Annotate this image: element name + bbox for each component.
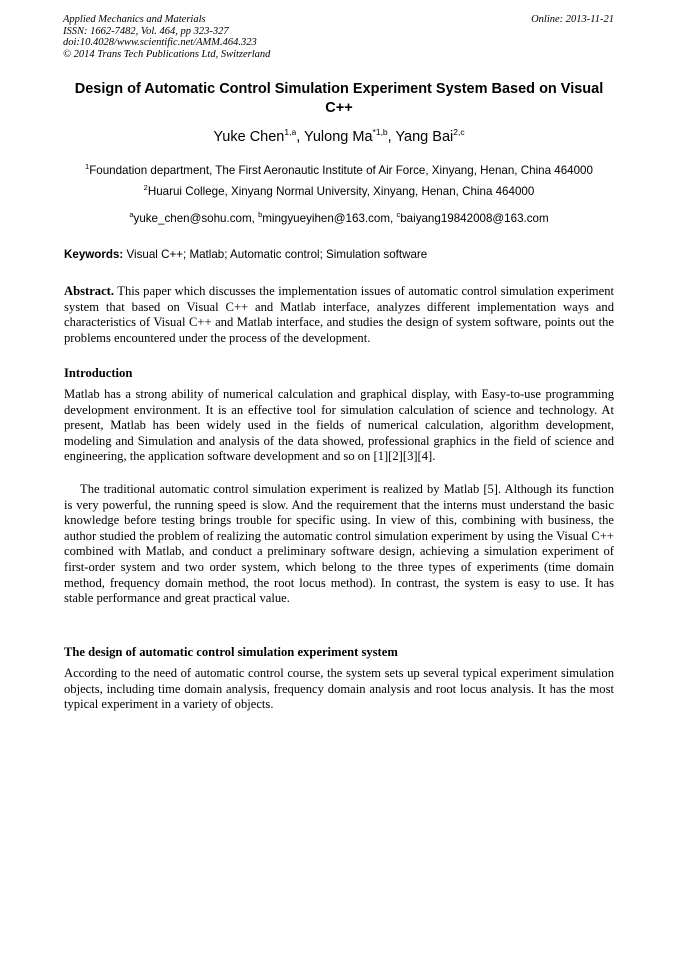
email-sup: a <box>129 210 134 219</box>
paragraph-intro-2: The traditional automatic control simulation experiment is realized by Matlab [5]. Although its function is very powerful, the running speed is slow. And the requirement that the interns must understand the basic knowledge before testing brings trouble for specific using. In view of this, combining with business, the author studied the problem of realizing the automatic control simulation experiment by using the Visual C++ combined with Matlab, and conduct a preliminary software design, achieving a simulation experiment of first-order system and two order system, which belong to the three types of experiments (time domain method, frequency domain method, the root locus method). In contrast, the system is easy to use. It has stable performance and great practical value. <box>64 482 614 606</box>
issn-line: ISSN: 1662-7482, Vol. 464, pp 323-327 <box>63 25 229 37</box>
author-sup: 1,a <box>284 127 297 137</box>
author-name: Yang Bai <box>395 129 454 145</box>
section-heading-design: The design of automatic control simulation experiment system <box>64 645 398 659</box>
author-list <box>60 128 618 146</box>
journal-name: Applied Mechanics and Materials <box>63 14 206 25</box>
affiliation-1 <box>60 164 618 178</box>
keywords-label: Keywords: <box>64 248 124 261</box>
author-name: Yulong Ma <box>304 129 373 145</box>
online-date: Online: 2013-11-21 <box>531 14 614 25</box>
affiliation-text: Huarui College, Xinyang Normal University, Xinyang, Henan, China 464000 <box>147 185 535 198</box>
paper-title: Design of Automatic Control Simulation Experiment System Based on Visual C++ <box>74 81 604 116</box>
copyright-line: © 2014 Trans Tech Publications Ltd, Switzerland <box>63 48 271 60</box>
keywords-text: Visual C++; Matlab; Automatic control; Simulation software <box>123 248 428 261</box>
paragraph-design-1: According to the need of automatic control course, the system sets up several typical experiment simulation objects, including time domain analysis, frequency domain analysis and root locus analysis. It has the most typical experiment in a variety of objects. <box>64 666 614 712</box>
author-separator: , <box>387 129 396 145</box>
email-b: mingyueyihen@163.com, <box>262 212 397 225</box>
section-heading-introduction: Introduction <box>64 366 133 380</box>
author-separator: , <box>296 129 304 145</box>
doi-line: doi:10.4028/www.scientific.net/AMM.464.323 <box>63 37 257 49</box>
author-name: Yuke Chen <box>213 129 285 145</box>
author-sup: *1,b <box>372 127 388 137</box>
email-sup: c <box>396 210 401 219</box>
email-line <box>60 212 618 226</box>
affiliation-sup: 2 <box>143 183 148 192</box>
author-sup: 2,c <box>453 127 465 137</box>
abstract <box>64 284 614 346</box>
affiliation-text: Foundation department, The First Aeronautic Institute of Air Force, Xinyang, Henan, China 464000 <box>89 164 593 177</box>
paragraph-intro-1: Matlab has a strong ability of numerical calculation and graphical display, with Easy-to-use programming development environment. It is an effective tool for simulation calculation of science and technology. At present, Matlab has been widely used in the fields of numerical calculation, algorithm development, modeling and Simulation and analysis of the data showed, professional graphics in the field of science and engineering, the application software development and so on [1][2][3][4]. <box>64 387 614 464</box>
email-sup: b <box>258 210 263 219</box>
affiliation-2 <box>60 185 618 199</box>
abstract-label: Abstract. <box>64 284 115 298</box>
email-c: baiyang19842008@163.com <box>400 212 549 225</box>
affiliation-sup: 1 <box>85 162 90 171</box>
abstract-text: This paper which discusses the implementation issues of automatic control simulation experiment system that based on Visual C++ and Matlab interface, analyzes different implementation ways and characteristics of Visual C++ and Matlab interface, and studies the design of system software, points out the problems encountered under the process of the development. <box>64 284 614 345</box>
journal-header <box>63 14 423 60</box>
keywords <box>64 248 614 262</box>
email-a: yuke_chen@sohu.com, <box>133 212 259 225</box>
